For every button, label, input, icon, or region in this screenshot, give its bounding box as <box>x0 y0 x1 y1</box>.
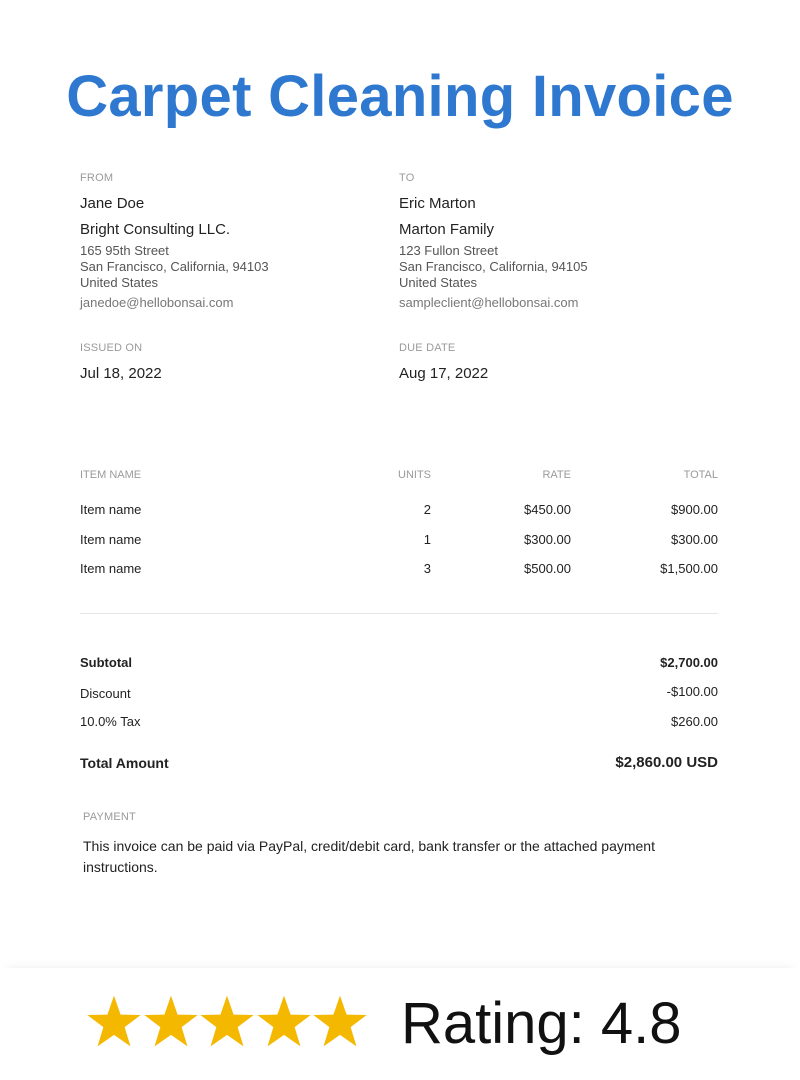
star-icon <box>256 994 312 1050</box>
item-rate: $300.00 <box>524 532 571 547</box>
rating-text: Rating: 4.8 <box>401 991 682 1056</box>
from-company: Bright Consulting LLC. <box>80 221 231 238</box>
star-icon <box>312 994 368 1050</box>
item-units: 2 <box>423 502 431 517</box>
item-rate: $500.00 <box>524 561 571 576</box>
from-label: FROM <box>80 172 114 184</box>
column-header-item: ITEM NAME <box>80 469 142 481</box>
item-units: 1 <box>423 532 431 547</box>
from-address-line-3: United States <box>80 275 159 290</box>
issued-on-value: Jul 18, 2022 <box>80 365 162 382</box>
rating-stars <box>86 994 369 1054</box>
table-divider <box>80 613 718 614</box>
total-amount-value: $2,860.00 USD <box>615 754 718 771</box>
from-address-line-1: 165 95th Street <box>80 243 169 258</box>
tax-label: 10.0% Tax <box>80 714 141 729</box>
to-address-line-2: San Francisco, California, 94105 <box>399 259 588 274</box>
payment-label: PAYMENT <box>83 811 136 823</box>
item-units: 3 <box>423 561 431 576</box>
discount-label: Discount <box>80 686 131 701</box>
to-address-line-1: 123 Fullon Street <box>399 243 499 258</box>
star-icon <box>86 994 142 1050</box>
item-rate: $450.00 <box>524 502 571 517</box>
item-total: $300.00 <box>671 532 718 547</box>
from-email: janedoe@hellobonsai.com <box>80 295 234 310</box>
item-name: Item name <box>80 561 142 576</box>
star-icon <box>143 994 199 1050</box>
column-header-units: UNITS <box>398 469 431 481</box>
subtotal-label: Subtotal <box>80 655 132 670</box>
to-address-line-3: United States <box>399 275 478 290</box>
subtotal-value: $2,700.00 <box>660 655 718 670</box>
due-date-label: DUE DATE <box>399 342 456 354</box>
payment-instructions: This invoice can be paid via PayPal, credit/debit card, bank transfer or the attached payment instructions. <box>83 838 655 875</box>
total-amount-label: Total Amount <box>80 755 169 771</box>
invoice-title: Carpet Cleaning Invoice <box>66 64 734 129</box>
column-header-rate: RATE <box>542 469 571 481</box>
item-name: Item name <box>80 502 142 517</box>
column-header-total: TOTAL <box>683 469 718 481</box>
tax-value: $260.00 <box>671 714 718 729</box>
from-address-line-2: San Francisco, California, 94103 <box>80 259 269 274</box>
item-name: Item name <box>80 532 142 547</box>
from-name: Jane Doe <box>80 195 145 212</box>
due-date-value: Aug 17, 2022 <box>399 365 489 382</box>
to-company: Marton Family <box>399 221 495 238</box>
to-email: sampleclient@hellobonsai.com <box>399 295 579 310</box>
to-label: TO <box>399 172 415 184</box>
discount-value: -$100.00 <box>666 684 718 699</box>
to-name: Eric Marton <box>399 195 476 212</box>
star-icon <box>199 994 255 1050</box>
item-total: $900.00 <box>671 502 718 517</box>
item-total: $1,500.00 <box>660 561 718 576</box>
issued-on-label: ISSUED ON <box>80 342 143 354</box>
